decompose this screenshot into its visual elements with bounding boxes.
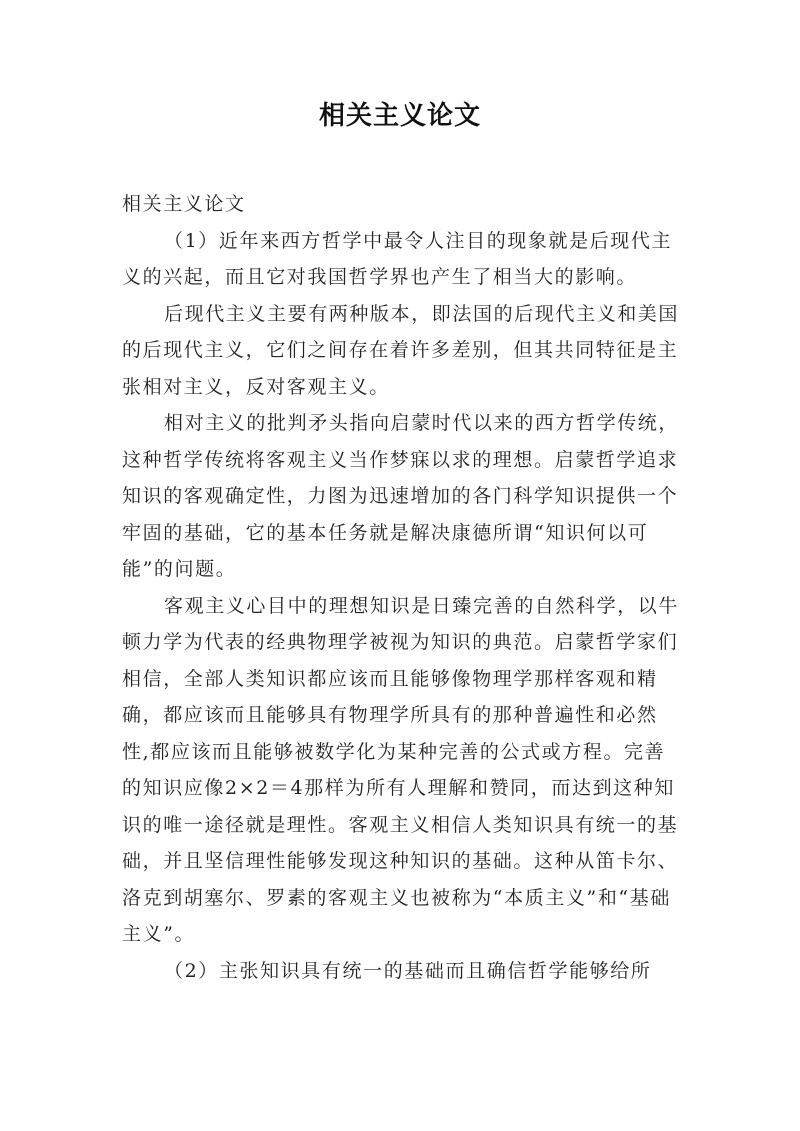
document-subtitle: 相关主义论文 xyxy=(122,193,246,215)
paragraph: 后现代主义主要有两种版本，即法国的后现代主义和美国的后现代主义，它们之间存在着许多差别，但其共同特征是主张相对主义，反对客观主义。 xyxy=(122,302,680,398)
paragraph: （2）主张知识具有统一的基础而且确信哲学能够给所 xyxy=(164,959,652,982)
paragraph: （1）近年来西方哲学中最令人注目的现象就是后现代主义的兴起，而且它对我国哲学界也产生了相当大的影响。 xyxy=(122,229,673,288)
paragraph: 相对主义的批判矛头指向启蒙时代以来的西方哲学传统，这种哲学传统将客观主义当作梦寐以求的理想。启蒙哲学追求知识的客观确定性，力图为迅速增加的各门科学知识提供一个牢固的基础，它的基本任务就是解决康德所谓“知识何以可能”的问题。 xyxy=(122,412,680,580)
paragraph: 客观主义心目中的理想知识是日臻完善的自然科学，以牛顿力学为代表的经典物理学被视为知识的典范。启蒙哲学家们相信，全部人类知识都应该而且能够像物理学那样客观和精确，都应该而且能够具有物理学所具有的那种普遍性和必然性,都应该而且能够被数学化为某种完善的公式或方程。完善的知识应像2×2＝4那样为所有人理解和赞同，而达到这种知识的唯一途径就是理性。客观主义相信人类知识具有统一的基础，并且坚信理性能够发现这种知识的基础。这种从笛卡尔、洛克到胡塞尔、罗素的客观主义也被称为“本质主义”和“基础主义”。 xyxy=(122,594,680,945)
document-title: 相关主义论文 xyxy=(318,101,481,131)
document-body xyxy=(122,186,682,989)
